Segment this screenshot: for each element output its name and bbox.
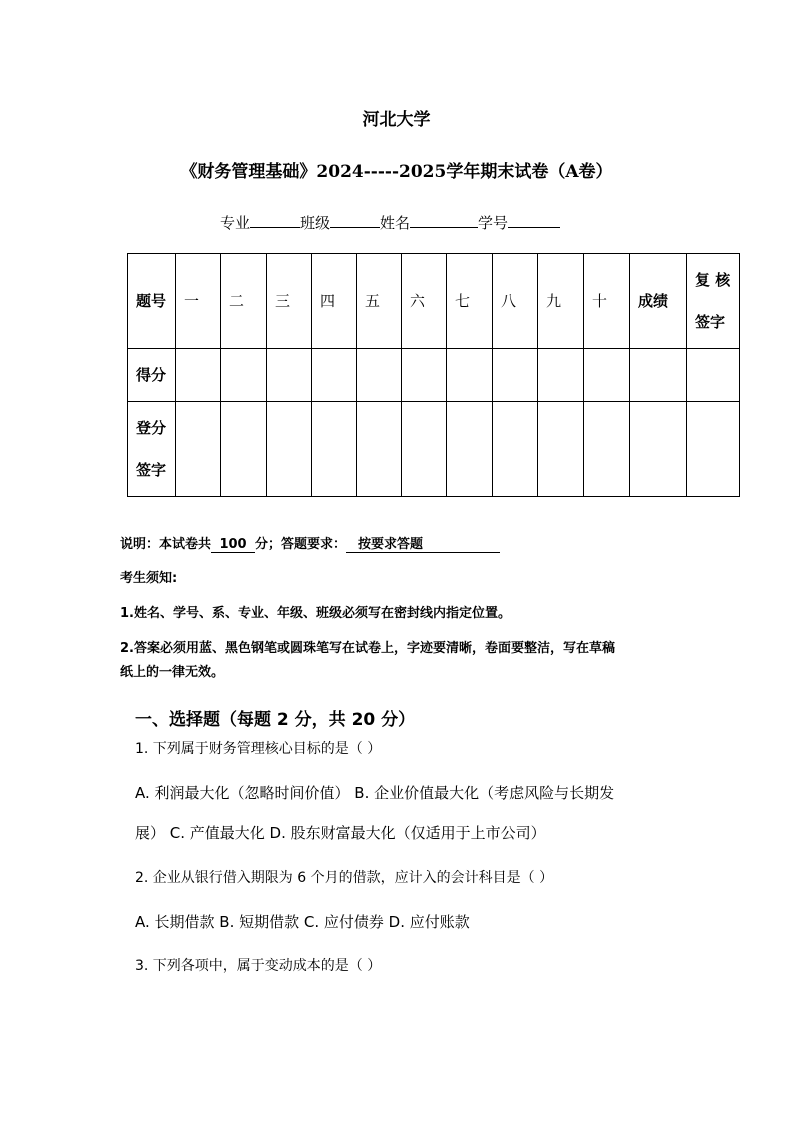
score-row xyxy=(128,349,740,402)
score-row-label: 得分 xyxy=(128,349,176,402)
question-2-options: A. 长期借款 B. 短期借款 C. 应付债券 D. 应付账款 xyxy=(135,913,470,931)
desc-mid: 分；答题要求： xyxy=(255,537,347,552)
name-label: 姓名 xyxy=(380,214,411,232)
score-cell[interactable] xyxy=(493,349,538,402)
score-cell[interactable] xyxy=(687,349,740,402)
notice-rule-2-line1: 2.答案必须用蓝、黑色钢笔或圆珠笔写在试卷上，字迹要清晰，卷面要整洁，写在草稿 xyxy=(120,641,615,656)
score-cell[interactable] xyxy=(221,349,267,402)
score-cell[interactable] xyxy=(538,349,584,402)
header-cell-1: 一 xyxy=(176,254,221,349)
register-cell[interactable] xyxy=(584,402,630,497)
header-cell-question-no: 题号 xyxy=(128,254,176,349)
question-1-options-line2: 展） C. 产值最大化 D. 股东财富最大化（仅适用于上市公司） xyxy=(135,824,546,842)
desc-prefix: 说明：本试卷共 xyxy=(120,537,212,552)
name-field[interactable] xyxy=(410,213,478,228)
header-cell-5: 五 xyxy=(357,254,402,349)
notice-title: 考生须知: xyxy=(120,571,178,586)
header-cell-10: 十 xyxy=(584,254,630,349)
notice-rule-1: 1.姓名、学号、系、专业、年级、班级必须写在密封线内指定位置。 xyxy=(120,606,511,621)
score-cell[interactable] xyxy=(447,349,493,402)
header-cell-3: 三 xyxy=(267,254,312,349)
university-name: 河北大学 xyxy=(362,110,431,130)
question-2: 2. 企业从银行借入期限为 6 个月的借款，应计入的会计科目是（ ） xyxy=(135,870,554,886)
header-cell-4: 四 xyxy=(312,254,357,349)
review-sign-line1: 复 核 xyxy=(695,271,731,289)
register-cell[interactable] xyxy=(357,402,402,497)
register-cell[interactable] xyxy=(447,402,493,497)
score-cell[interactable] xyxy=(584,349,630,402)
register-cell[interactable] xyxy=(630,402,687,497)
register-row xyxy=(128,402,740,497)
student-id-label: 学号 xyxy=(478,214,509,232)
exam-title: 《财务管理基础》2024-----2025学年期末试卷（A卷） xyxy=(180,162,613,182)
score-cell[interactable] xyxy=(267,349,312,402)
header-cell-2: 二 xyxy=(221,254,267,349)
header-cell-8: 八 xyxy=(493,254,538,349)
register-label-line2: 签字 xyxy=(136,461,167,479)
register-cell[interactable] xyxy=(493,402,538,497)
review-sign-line2: 签字 xyxy=(695,313,726,331)
header-cell-7: 七 xyxy=(447,254,493,349)
header-cell-9: 九 xyxy=(538,254,584,349)
answer-requirement xyxy=(346,537,500,553)
score-cell[interactable] xyxy=(357,349,402,402)
register-cell[interactable] xyxy=(176,402,221,497)
register-label-line1: 登分 xyxy=(136,419,167,437)
student-info-line xyxy=(220,212,560,233)
score-cell[interactable] xyxy=(312,349,357,402)
header-cell-6: 六 xyxy=(402,254,447,349)
class-label: 班级 xyxy=(300,214,331,232)
class-field[interactable] xyxy=(330,213,380,228)
exam-description xyxy=(120,533,500,553)
header-cell-total: 成绩 xyxy=(630,254,687,349)
section-title-choice: 一、选择题（每题 2 分，共 20 分） xyxy=(135,710,416,730)
score-cell[interactable] xyxy=(630,349,687,402)
score-cell[interactable] xyxy=(402,349,447,402)
question-3: 3. 下列各项中，属于变动成本的是（ ） xyxy=(135,958,382,974)
header-cell-review-sign xyxy=(687,254,740,349)
register-cell[interactable] xyxy=(402,402,447,497)
table-header-row xyxy=(128,254,740,349)
major-field[interactable] xyxy=(250,213,300,228)
question-1-options-line1: A. 利润最大化（忽略时间价值） B. 企业价值最大化（考虑风险与长期发 xyxy=(135,784,615,802)
notice-rule-2-line2: 纸上的一律无效。 xyxy=(120,665,225,680)
student-id-field[interactable] xyxy=(508,213,560,228)
register-cell[interactable] xyxy=(687,402,740,497)
total-score: 100 xyxy=(211,537,255,553)
register-row-label xyxy=(128,402,176,497)
register-cell[interactable] xyxy=(221,402,267,497)
register-cell[interactable] xyxy=(538,402,584,497)
register-cell[interactable] xyxy=(312,402,357,497)
register-cell[interactable] xyxy=(267,402,312,497)
score-cell[interactable] xyxy=(176,349,221,402)
score-table xyxy=(127,253,740,497)
major-label: 专业 xyxy=(220,214,251,232)
answer-requirement-text: 按要求答题 xyxy=(358,537,424,552)
question-1: 1. 下列属于财务管理核心目标的是（ ） xyxy=(135,741,382,757)
